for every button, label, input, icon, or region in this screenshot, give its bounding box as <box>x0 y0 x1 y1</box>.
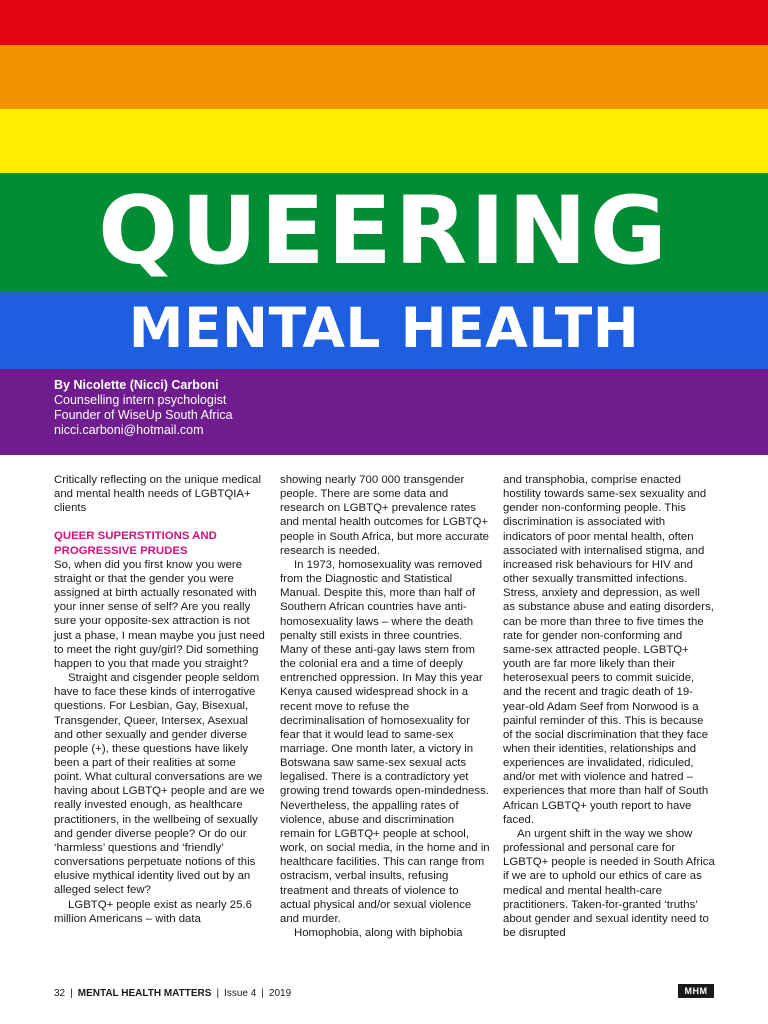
rainbow-stripe-orange <box>0 45 768 109</box>
paragraph: LGBTQ+ people exist as nearly 25.6 million Americans – with data <box>54 898 252 925</box>
article-title-line2: MENTAL HEALTH <box>128 296 640 360</box>
author-org: Founder of WiseUp South Africa <box>54 408 233 422</box>
article-column-1 <box>54 473 266 926</box>
rainbow-stripe-yellow <box>0 109 768 173</box>
paragraph: and transphobia, comprise enacted hostility towards same-sex sexuality and gender non-conforming people. This discrimination is associated with indicators of poor mental health, often associated with internalised stigma, and increased risk behaviours for HIV and other sexually transmitted infections. Stress, anxiety and depression, as well as substance abuse and eating disorders, can be more than three to five times the rate for gender non-conforming and same-sex attracted people. LGBTQ+ youth are far more likely than their heterosexual peers to commit suicide, and the recent and tragic death of 19-year-old Adam Seef from Norwood is a painful reminder of this. This is because of the social discrimination that they face when their identities, relationships and experiences are invalidated, ridiculed, and/or met with violence and hatred – experiences that more than half of South African LGBTQ+ youth report to have faced. <box>503 474 714 826</box>
article-title-line1: QUEERING <box>98 177 670 286</box>
paragraph: So, when did you first know you were straight or that the gender you were assigned at birth actually resonated with your inner sense of self? Are you really sure your opposite-sex attraction is not just a phase, I mean maybe you just need to meet the right guy/girl? Did something happen to you that made you straight? <box>54 558 265 670</box>
byline <box>54 378 233 438</box>
author-role: Counselling intern psychologist <box>54 393 227 407</box>
page-footer <box>54 987 291 1001</box>
article-column-3 <box>503 473 715 940</box>
paragraph: An urgent shift in the way we show professional and personal care for LGBTQ+ people is needed in South Africa if we are to uphold our ethics of care as medical and mental health-care practitioners. Taken-for-granted ‘truths’ about gender and sexual identity need to be disrupted <box>503 827 715 939</box>
paragraph: Straight and cisgender people seldom have to face these kinds of interrogative questions. For Lesbian, Gay, Bisexual, Transgender, Queer, Intersex, Asexual and other sexually and gender diverse people (+), these questions have likely been a part of their realities at some point. What cultural conversations are we having about LGBTQ+ people and are we really invested enough, as healthcare practitioners, in the wellbeing of sexually and gender diverse people? Or do our ‘harmless’ questions and ‘friendly’ conversations perpetuate notions of this elusive mythical identity lived out by an alleged select few? <box>54 672 265 897</box>
issue-number: Issue 4 <box>224 988 257 999</box>
rainbow-stripe-red <box>0 0 768 45</box>
page-number: 32 <box>54 988 66 999</box>
section-heading: QUEER SUPERSTITIONS AND PROGRESSIVE PRUDES <box>54 530 217 557</box>
paragraph: Homophobia, along with biphobia <box>294 927 463 939</box>
magazine-name: MENTAL HEALTH MATTERS <box>77 988 212 999</box>
paragraph: showing nearly 700 000 transgender people. There are some data and research on LGBTQ+ prevalence rates and mental health outcomes for LGBTQ+ people in South Africa, but more accurate research is needed. <box>280 474 489 557</box>
author-name: By Nicolette (Nicci) Carboni <box>54 378 219 392</box>
footer-separator: | <box>70 988 73 999</box>
article-column-2 <box>280 473 492 940</box>
paragraph: In 1973, homosexuality was removed from the Diagnostic and Statistical Manual. Despite this, more than half of Southern African countries have anti-homosexuality laws – where the death penalty still exists in three countries. Many of these anti-gay laws stem from the colonial era and a time of deeply entrenched oppression. In May this year Kenya caused widespread shock in a recent move to refuse the decriminalisation of homosexuality for fear that it would lead to same-sex marriage. One month later, a victory in Botswana saw same-sex sexual acts legalised. There is a contradictory yet growing trend towards open-mindedness. Nevertheless, the appalling rates of violence, abuse and discrimination remain for LGBTQ+ people at school, work, on social media, in the home and in healthcare facilities. This can range from ostracism, verbal insults, refusing treatment and threats of violence to actual physical and/or sexual violence and murder. <box>280 558 490 925</box>
issue-year: 2019 <box>268 988 292 999</box>
footer-separator: | <box>216 988 220 999</box>
footer-separator: | <box>261 988 264 999</box>
article-intro: Critically reflecting on the unique medical and mental health needs of LGBTQIA+ clients <box>54 474 262 515</box>
magazine-logo: MHM <box>678 984 714 998</box>
author-email: nicci.carboni@hotmail.com <box>54 423 204 437</box>
